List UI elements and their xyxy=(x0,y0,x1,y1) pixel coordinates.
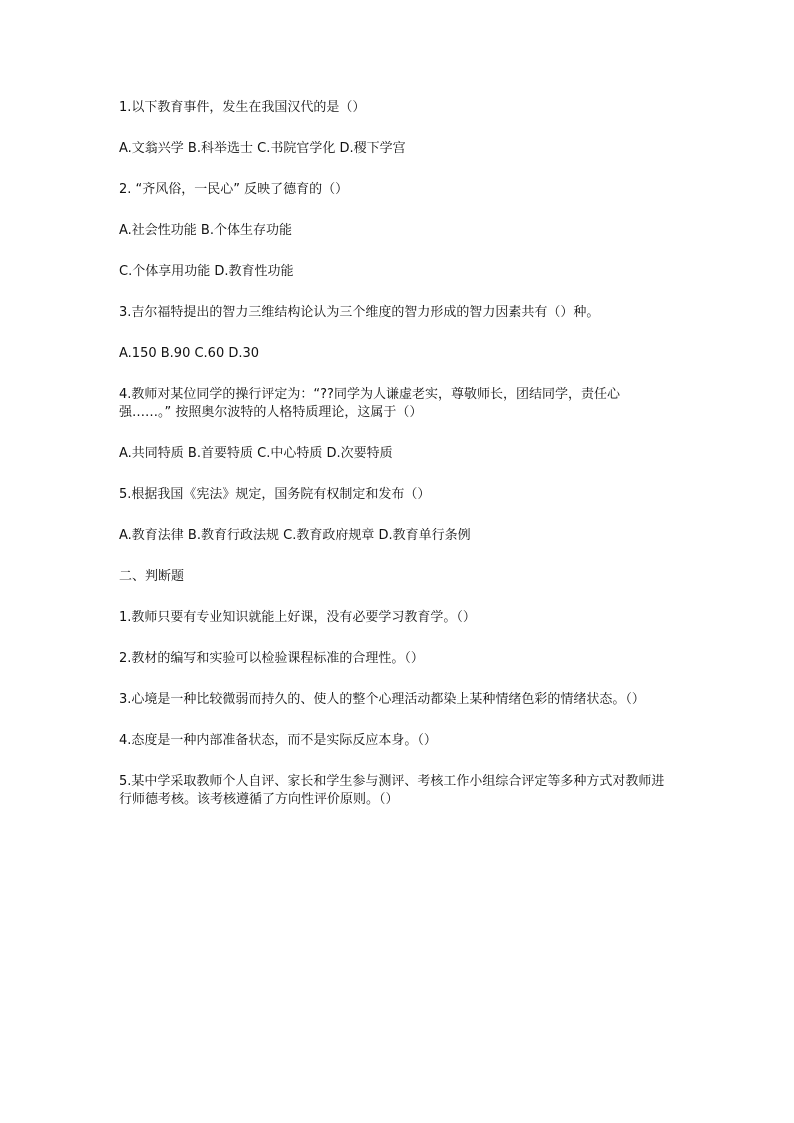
judgment-5: 5.某中学采取教师个人自评、家长和学生参与测评、考核工作小组综合评定等多种方式对教师进行师德考核。该考核遵循了方向性评价原则。（） xyxy=(119,774,665,807)
judgment-1: 1.教师只要有专业知识就能上好课，没有必要学习教育学。（） xyxy=(119,610,476,625)
question-1-options: A.文翁兴学 B.科举选士 C.书院官学化 D.稷下学宫 xyxy=(119,141,406,156)
question-2-options-ab: A.社会性功能 B.个体生存功能 xyxy=(119,223,292,238)
question-4-options: A.共同特质 B.首要特质 C.中心特质 D.次要特质 xyxy=(119,446,393,461)
question-2-options-cd: C.个体享用功能 D.教育性功能 xyxy=(119,264,294,279)
judgment-3: 3.心境是一种比较微弱而持久的、使人的整个心理活动都染上某种情绪色彩的情绪状态。（） xyxy=(119,692,645,707)
document-body xyxy=(119,99,667,809)
question-4-stem: 4.教师对某位同学的操行评定为：“??同学为人谦虚老实，尊敬师长，团结同学，责任心强……。” 按照奥尔波特的人格特质理论，这属于（） xyxy=(119,387,620,420)
question-3-options: A.150 B.90 C.60 D.30 xyxy=(119,346,260,361)
question-1-stem: 1.以下教育事件，发生在我国汉代的是（） xyxy=(119,100,366,115)
question-3-stem: 3.吉尔福特提出的智力三维结构论认为三个维度的智力形成的智力因素共有（）种。 xyxy=(119,305,600,320)
section-heading-true-false: 二、判断题 xyxy=(119,569,185,584)
judgment-2: 2.教材的编写和实验可以检验课程标准的合理性。（） xyxy=(119,651,424,666)
question-5-stem: 5.根据我国《宪法》规定，国务院有权制定和发布（） xyxy=(119,487,431,502)
judgment-4: 4.态度是一种内部准备状态，而不是实际反应本身。（） xyxy=(119,733,437,748)
question-5-options: A.教育法律 B.教育行政法规 C.教育政府规章 D.教育单行条例 xyxy=(119,528,471,543)
question-2-stem: 2. “齐风俗，一民心” 反映了德育的（） xyxy=(119,182,349,197)
